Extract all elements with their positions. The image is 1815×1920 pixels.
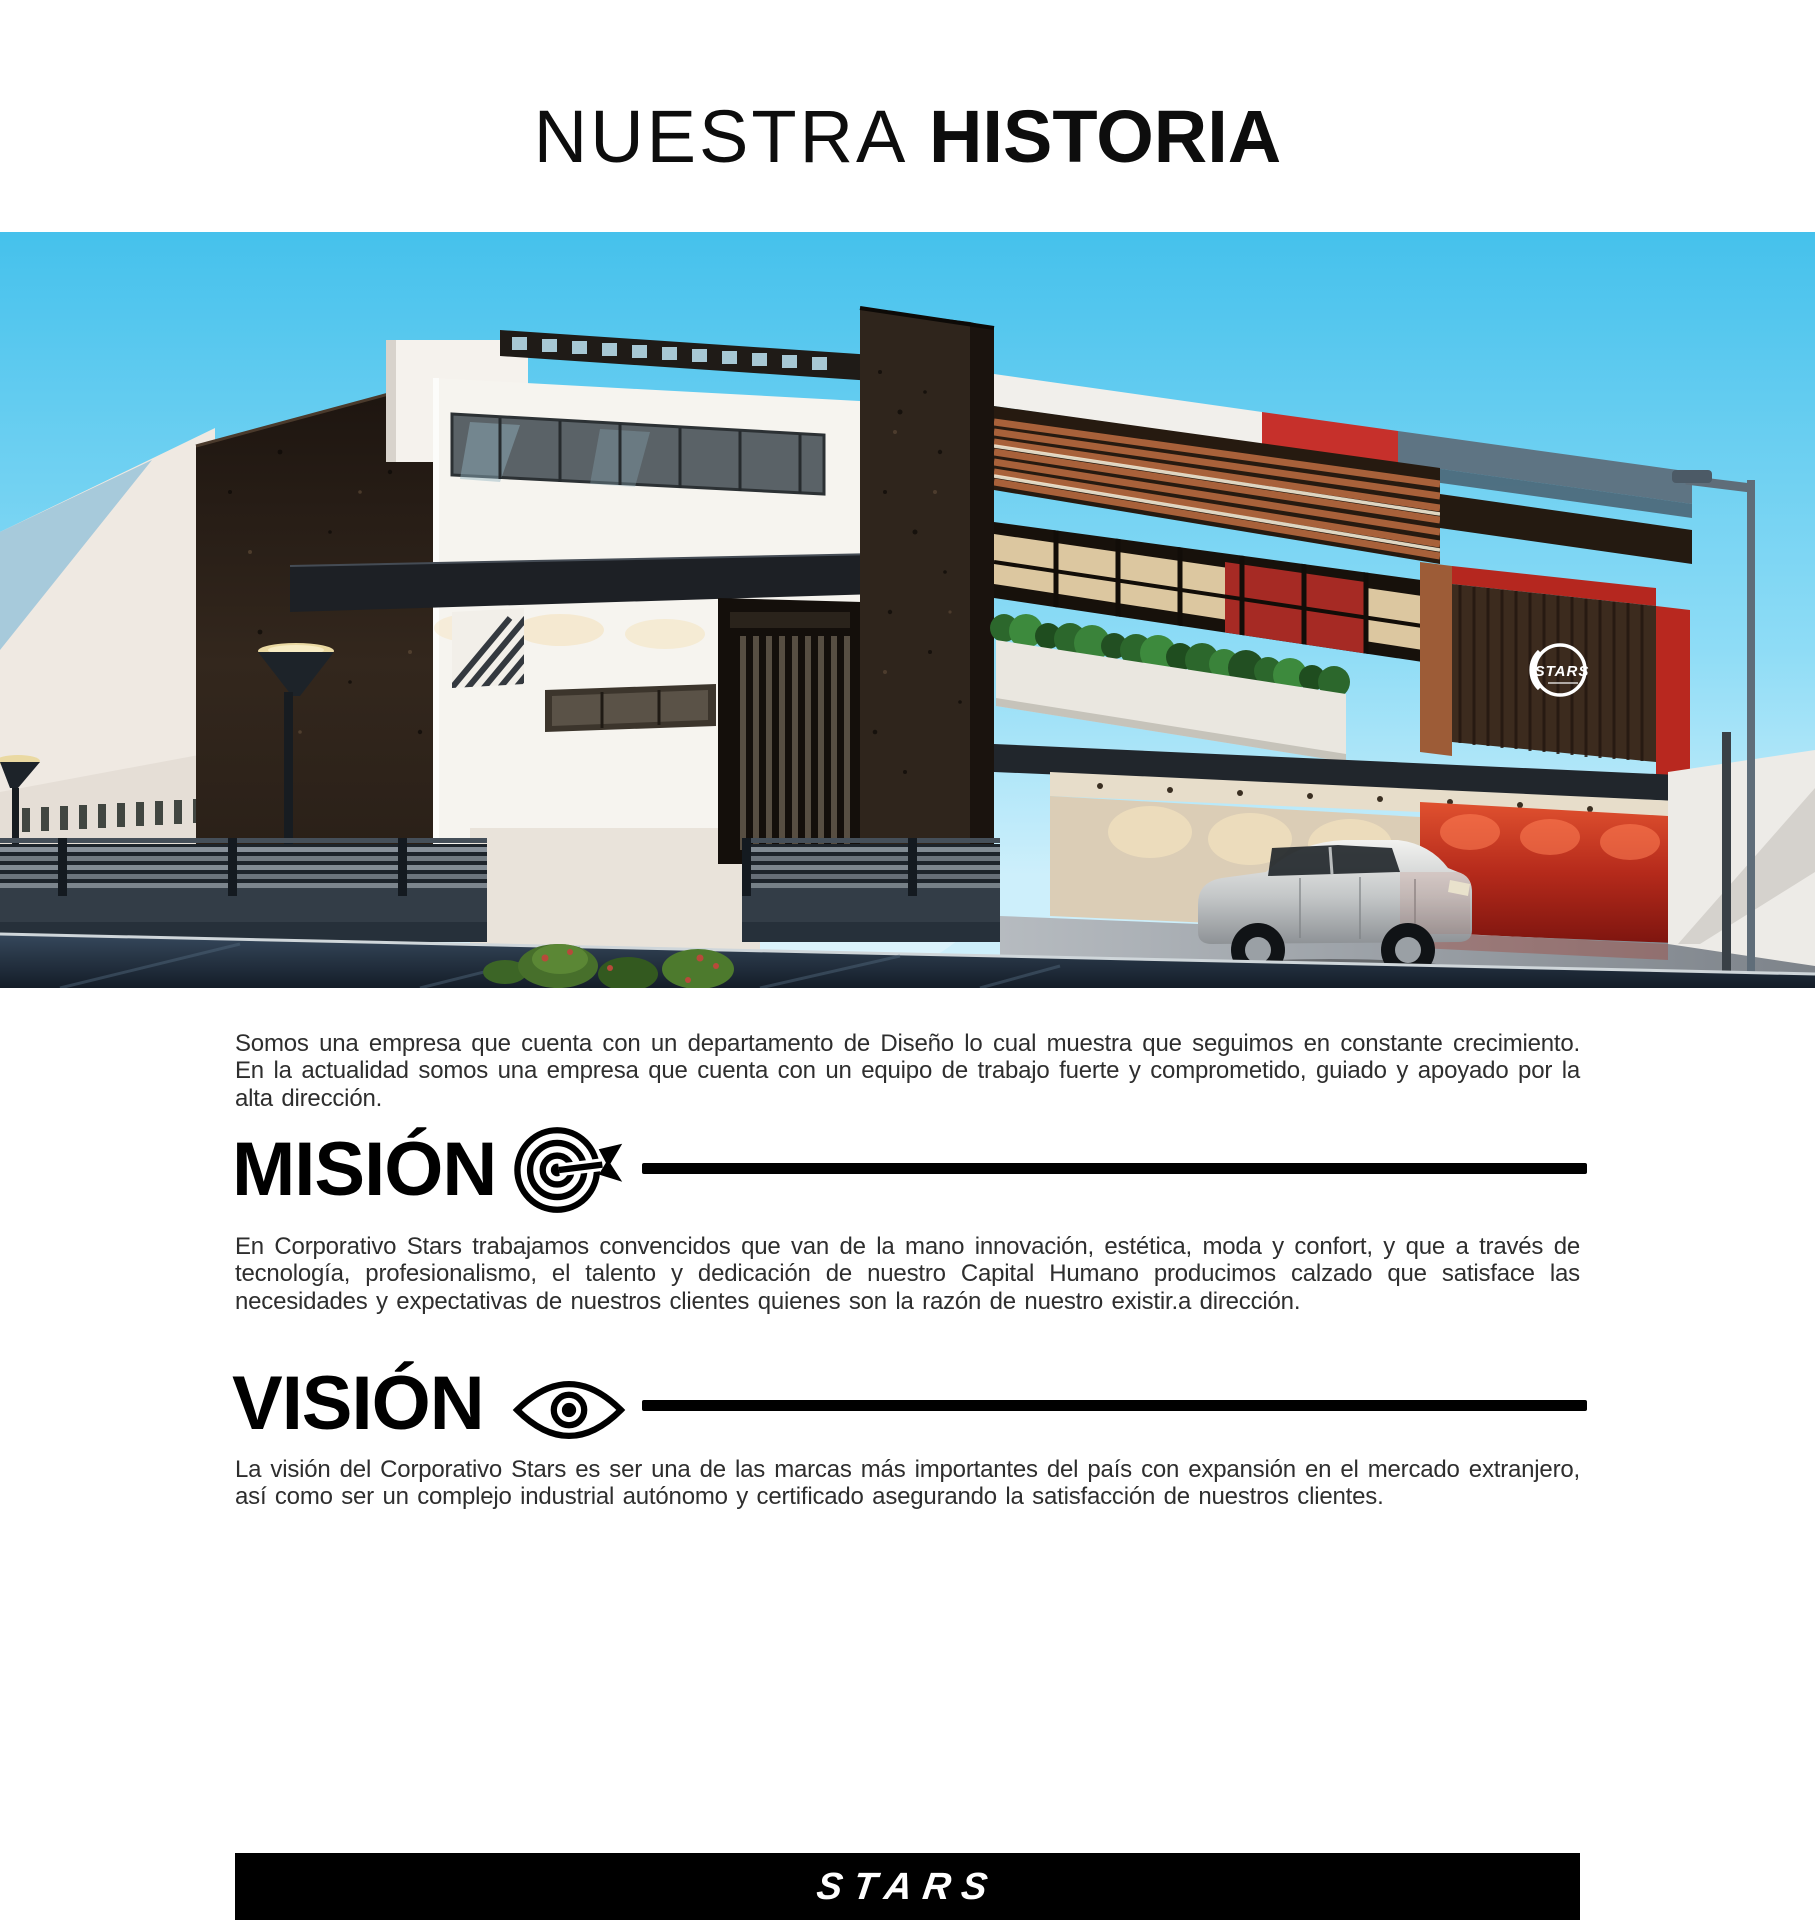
building-photo-svg	[0, 232, 1815, 988]
wood-pillar	[1420, 562, 1452, 756]
page-title-light: NUESTRA	[533, 95, 909, 178]
slat-wall	[1452, 584, 1656, 762]
vision-paragraph: La visión del Corporativo Stars es ser una de las marcas más importantes del país con expansión en el mercado extranjero, así como ser un complejo industrial autónomo y certificado asegurando la satisfacción de nuestros clientes.	[235, 1456, 1580, 1511]
page-title	[0, 95, 1815, 178]
stair-wall	[1668, 750, 1815, 966]
page-title-bold: HISTORIA	[928, 95, 1282, 178]
post	[1722, 732, 1731, 988]
mission-rule	[642, 1163, 1587, 1174]
entry-portal	[718, 598, 862, 864]
intro-paragraph: Somos una empresa que cuenta con un departamento de Diseño lo cual muestra que seguimos en constante crecimiento. En la actualidad somos una empresa que cuenta con un equipo de trabajo fuerte y comprometido, guiado y apoyado por la alta dirección.	[235, 1030, 1580, 1112]
lower-window-strip	[545, 684, 716, 732]
footer-logo: STARS	[814, 1865, 1001, 1908]
building-photo	[0, 232, 1815, 988]
vision-rule	[642, 1400, 1587, 1411]
mission-paragraph: En Corporativo Stars trabajamos convencidos que van de la mano innovación, estética, moda y confort, y que a través de tecnología, profesionalismo, el talento y dedicación de nuestro Capital Humano producimos calzado que satisface las necesidades y expectativas de nuestros clientes quienes son la razón de nuestro existir.a dirección.	[235, 1233, 1580, 1315]
target-icon	[512, 1122, 624, 1218]
eye-icon	[510, 1372, 628, 1448]
building-logo-text: STARS	[1534, 663, 1590, 680]
mission-heading: MISIÓN	[232, 1127, 497, 1212]
stone-pillar	[860, 308, 994, 864]
vision-heading: VISIÓN	[232, 1361, 484, 1446]
footer-bar	[235, 1853, 1580, 1920]
